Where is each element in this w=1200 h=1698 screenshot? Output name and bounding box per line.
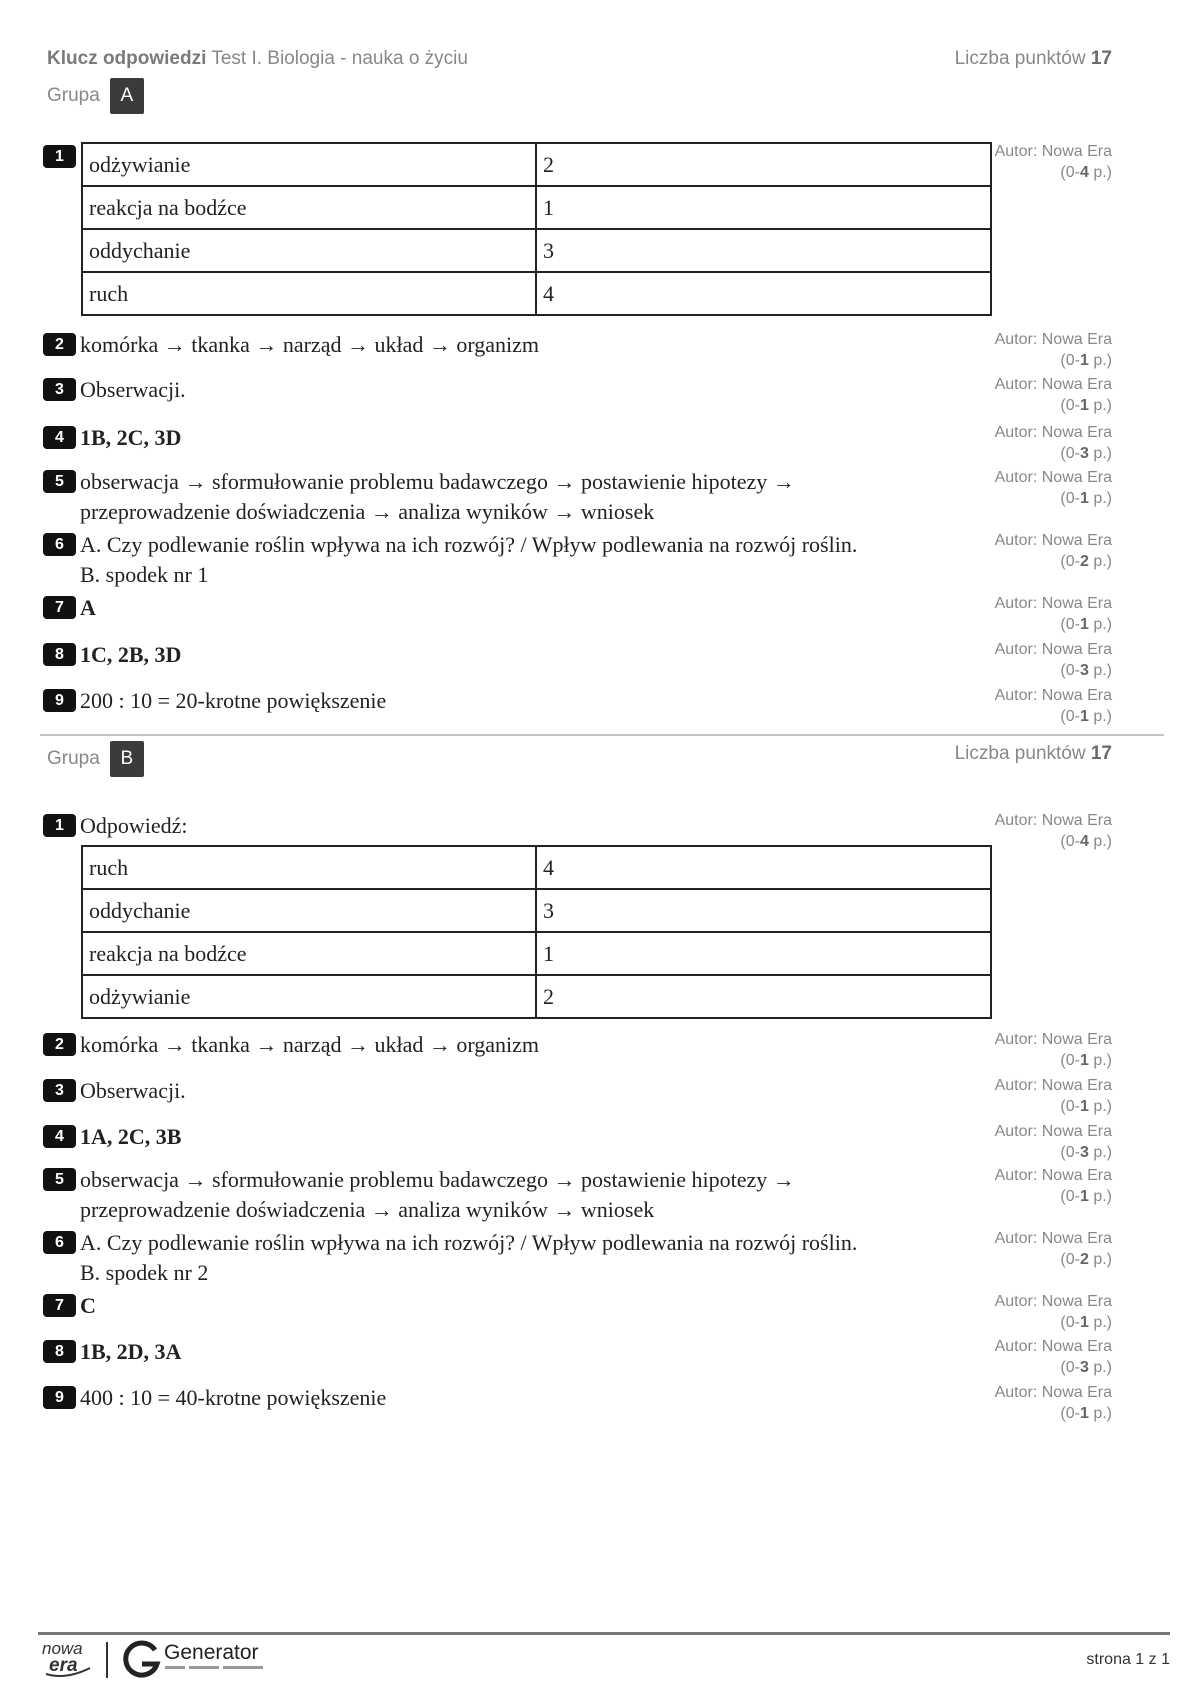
author-b-6 [912,1228,1112,1270]
title-bold: Klucz odpowiedzi [47,48,207,69]
question-number: 1 [43,145,76,168]
points-value: 17 [1090,743,1112,764]
author-name: Autor: Nowa Era [994,1230,1112,1247]
answer-text: 1B, 2D, 3A [80,1339,182,1364]
question-b-3 [43,1076,993,1106]
question-b-1 [43,811,993,1019]
question-number: 6 [43,1231,76,1254]
question-b-5 [43,1165,993,1225]
question-number: 9 [43,1386,76,1409]
question-number: 3 [43,1079,76,1102]
table-cell: 2 [536,143,991,186]
author-name: Autor: Nowa Era [994,1338,1112,1355]
score-range: (0-3 p.) [1060,662,1112,679]
table-row [82,229,991,272]
table-cell: 2 [536,975,991,1018]
answer-table [81,142,992,316]
author-a-2 [912,329,1112,371]
answer-text: komórka → tkanka → narząd → układ → organizm [80,332,540,357]
answer-line: B. spodek nr 2 [80,1260,209,1285]
question-b-4 [43,1122,993,1152]
answer-text [80,467,993,527]
table-cell: 4 [536,846,991,889]
answer-text [80,1165,993,1225]
question-number: 9 [43,689,76,712]
table-cell: 3 [536,229,991,272]
table-cell: oddychanie [82,889,536,932]
author-a-5 [912,467,1112,509]
answer-table [81,845,992,1019]
answer-text: C [80,1293,96,1318]
question-a-4 [43,423,993,453]
author-name: Autor: Nowa Era [994,1384,1112,1401]
question-a-2 [43,330,993,360]
question-number: 7 [43,596,76,619]
answer-line: obserwacja → sformułowanie problemu badawczego → postawienie hipotezy → [80,469,795,494]
table-cell: ruch [82,272,536,315]
author-name: Autor: Nowa Era [994,1031,1112,1048]
score-range: (0-3 p.) [1060,1359,1112,1376]
author-b-5 [912,1165,1112,1207]
table-row [82,186,991,229]
generator-subtitle-mark [165,1665,263,1671]
table-cell: odżywianie [82,143,536,186]
author-a-3 [912,374,1112,416]
author-b-2 [912,1029,1112,1071]
question-number: 7 [43,1294,76,1317]
answer-text: Obserwacji. [80,1078,186,1103]
author-a-7 [912,593,1112,635]
question-a-1 [43,142,993,316]
score-range: (0-1 p.) [1060,397,1112,414]
group-letter-badge: B [110,741,144,777]
question-number: 4 [43,426,76,449]
answer-text [80,1228,993,1288]
question-b-9 [43,1383,993,1413]
score-range: (0-1 p.) [1060,1405,1112,1422]
score-range: (0-4 p.) [1060,833,1112,850]
author-name: Autor: Nowa Era [994,376,1112,393]
table-cell: reakcja na bodźce [82,186,536,229]
author-a-6 [912,530,1112,572]
answer-line: A. Czy podlewanie roślin wpływa na ich rozwój? / Wpływ podlewania na rozwój roślin. [80,532,858,557]
page-number: strona 1 z 1 [1086,1651,1170,1668]
total-points-a [955,48,1112,70]
question-a-7 [43,593,993,623]
question-a-3 [43,375,993,405]
score-range: (0-1 p.) [1060,1314,1112,1331]
document-title [47,48,468,70]
points-label: Liczba punktów [954,743,1086,764]
answer-line: przeprowadzenie doświadczenia → analiza wyników → wniosek [80,1197,655,1222]
group-separator [40,734,1164,736]
table-row [82,975,991,1018]
question-number: 4 [43,1125,76,1148]
group-label: Grupa [47,85,100,106]
answer-line: przeprowadzenie doświadczenia → analiza wyników → wniosek [80,499,655,524]
author-a-1 [912,141,1112,183]
question-number: 2 [43,1033,76,1056]
answer-text: 1A, 2C, 3B [80,1124,182,1149]
author-b-3 [912,1075,1112,1117]
question-number: 1 [43,814,76,837]
table-cell: 4 [536,272,991,315]
score-range: (0-1 p.) [1060,1188,1112,1205]
answer-text: Obserwacji. [80,377,186,402]
author-name: Autor: Nowa Era [994,687,1112,704]
table-cell: 1 [536,186,991,229]
question-a-5 [43,467,993,527]
group-label: Grupa [47,748,100,769]
question-number: 8 [43,1340,76,1363]
answer-text: 200 : 10 = 20-krotne powiększenie [80,688,387,713]
question-number: 5 [43,470,76,493]
answer-text: 400 : 10 = 40-krotne powiększenie [80,1385,387,1410]
author-a-4 [912,422,1112,464]
question-b-7 [43,1291,993,1321]
answer-text: 1B, 2C, 3D [80,425,182,450]
author-name: Autor: Nowa Era [994,143,1112,160]
author-name: Autor: Nowa Era [994,1293,1112,1310]
author-name: Autor: Nowa Era [994,812,1112,829]
table-cell: oddychanie [82,229,536,272]
question-b-2 [43,1030,993,1060]
score-range: (0-3 p.) [1060,445,1112,462]
question-a-8 [43,640,993,670]
answer-text: A [80,595,96,620]
answer-text [80,530,993,590]
group-b-label [47,741,144,777]
table-cell: reakcja na bodźce [82,932,536,975]
author-a-9 [912,685,1112,727]
question-number: 3 [43,378,76,401]
table-cell: 1 [536,932,991,975]
points-label: Liczba punktów [954,48,1086,69]
score-range: (0-1 p.) [1060,352,1112,369]
question-number: 6 [43,533,76,556]
points-value: 17 [1090,48,1112,69]
table-row [82,143,991,186]
author-name: Autor: Nowa Era [994,1123,1112,1140]
author-name: Autor: Nowa Era [994,1167,1112,1184]
table-row [82,272,991,315]
answer-intro: Odpowiedź: [80,813,188,838]
score-range: (0-1 p.) [1060,490,1112,507]
group-a-label [47,78,144,114]
score-range: (0-2 p.) [1060,1251,1112,1268]
score-range: (0-1 p.) [1060,1098,1112,1115]
table-cell: ruch [82,846,536,889]
question-number: 5 [43,1168,76,1191]
answer-text: komórka → tkanka → narząd → układ → organizm [80,1032,540,1057]
question-number: 2 [43,333,76,356]
total-points-b [955,743,1112,765]
author-name: Autor: Nowa Era [994,331,1112,348]
table-row [82,889,991,932]
logo-text-2: era [49,1655,78,1676]
logo-text-1: nowa [42,1639,83,1658]
table-row [82,932,991,975]
author-b-4 [912,1121,1112,1163]
generator-title: Generator [164,1641,259,1664]
answer-text: 1C, 2B, 3D [80,642,182,667]
score-range: (0-2 p.) [1060,553,1112,570]
score-range: (0-3 p.) [1060,1144,1112,1161]
table-row [82,846,991,889]
question-number: 8 [43,643,76,666]
author-b-7 [912,1291,1112,1333]
author-name: Autor: Nowa Era [994,424,1112,441]
question-b-6 [43,1228,993,1288]
group-letter-badge: A [110,78,144,114]
author-name: Autor: Nowa Era [994,532,1112,549]
author-name: Autor: Nowa Era [994,469,1112,486]
nowa-era-logo [40,1638,98,1678]
author-name: Autor: Nowa Era [994,595,1112,612]
author-b-9 [912,1382,1112,1424]
author-name: Autor: Nowa Era [994,1077,1112,1094]
generator-g-icon [122,1640,162,1680]
table-cell: odżywianie [82,975,536,1018]
author-b-8 [912,1336,1112,1378]
score-range: (0-1 p.) [1060,1052,1112,1069]
author-b-1 [912,810,1112,852]
author-name: Autor: Nowa Era [994,641,1112,658]
author-a-8 [912,639,1112,681]
answer-line: A. Czy podlewanie roślin wpływa na ich rozwój? / Wpływ podlewania na rozwój roślin. [80,1230,858,1255]
question-a-6 [43,530,993,590]
title-rest: Test I. Biologia - nauka o życiu [206,48,468,69]
footer-rule [38,1632,1170,1635]
question-b-8 [43,1337,993,1367]
score-range: (0-1 p.) [1060,616,1112,633]
score-range: (0-4 p.) [1060,164,1112,181]
score-range: (0-1 p.) [1060,708,1112,725]
answer-line: obserwacja → sformułowanie problemu badawczego → postawienie hipotezy → [80,1167,795,1192]
question-a-9 [43,686,993,716]
footer-divider [106,1642,108,1678]
table-cell: 3 [536,889,991,932]
answer-line: B. spodek nr 1 [80,562,209,587]
